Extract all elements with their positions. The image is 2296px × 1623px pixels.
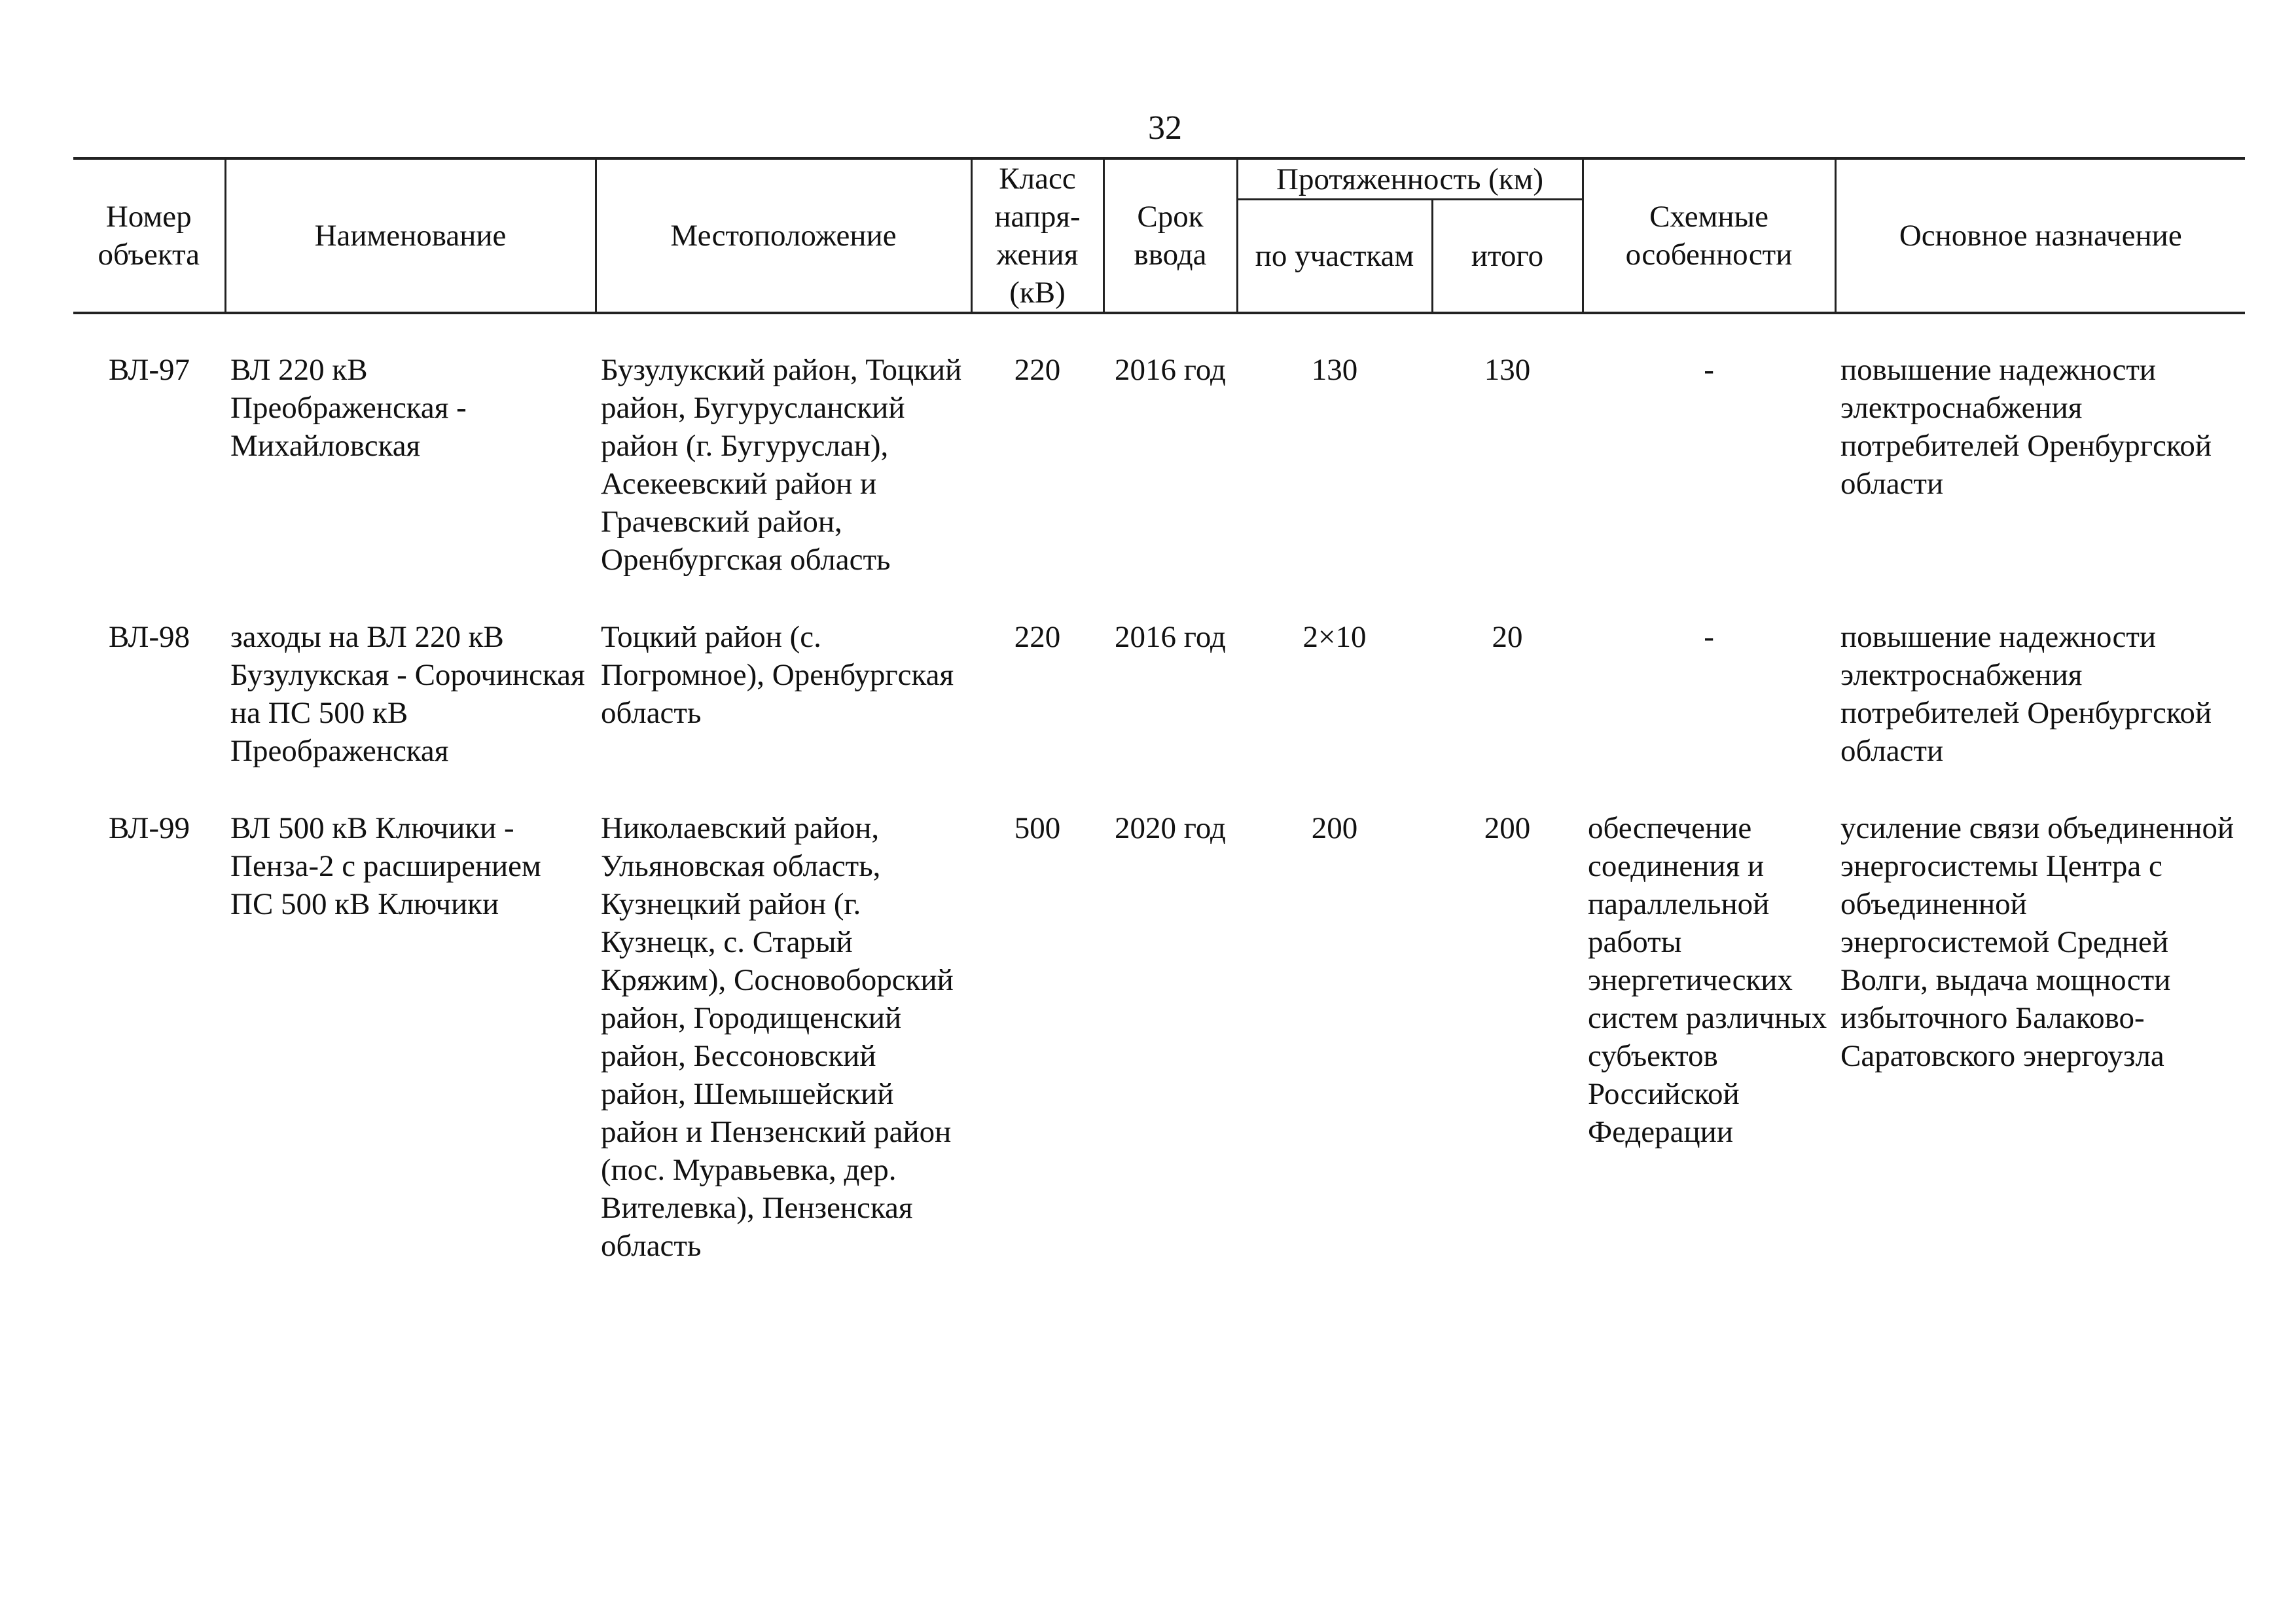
- row-name: ВЛ 220 кВ Преображенская - Михайловская: [230, 353, 467, 463]
- table-body: [73, 313, 2245, 1304]
- header-length-by-section: по участкам: [1237, 200, 1432, 313]
- row-term: 2016 год: [1115, 353, 1226, 387]
- row-length-total: 200: [1484, 811, 1531, 845]
- row-number: ВЛ-97: [108, 353, 190, 387]
- row-name: заходы на ВЛ 220 кВ Бузулукская - Сорочинская на ПС 500 кВ Преображенская: [230, 620, 585, 768]
- header-voltage: Класс напря-жения (кВ): [971, 158, 1103, 313]
- row-term: 2020 год: [1115, 811, 1226, 845]
- row-voltage: 220: [1014, 353, 1061, 387]
- header-name: Наименование: [225, 158, 596, 313]
- header-schematic: Схемные особенности: [1583, 158, 1835, 313]
- row-length-total: 130: [1484, 353, 1531, 387]
- table-row: [73, 618, 2245, 809]
- row-schematic: -: [1704, 353, 1714, 387]
- row-voltage: 220: [1014, 620, 1061, 654]
- row-length-by-section: 130: [1311, 353, 1358, 387]
- header-location: Местоположение: [596, 158, 971, 313]
- header-length-total: итого: [1432, 200, 1583, 313]
- table-row: [73, 809, 2245, 1304]
- row-purpose: повышение надежности электроснабжения потребителей Оренбургской области: [1840, 620, 2212, 768]
- row-number: ВЛ-98: [108, 620, 190, 654]
- row-length-by-section: 2×10: [1302, 620, 1367, 654]
- header-purpose: Основное назначение: [1835, 158, 2245, 313]
- row-purpose: усиление связи объединенной энергосистемы Центра с объединенной энергосистемой Средней Волги, выдача мощности избыточного Балаково-Саратовского энергоузла: [1840, 811, 2234, 1073]
- row-term: 2016 год: [1115, 620, 1226, 654]
- row-name: ВЛ 500 кВ Ключики - Пенза-2 с расширением ПС 500 кВ Ключики: [230, 811, 541, 921]
- row-voltage: 500: [1014, 811, 1061, 845]
- row-location: Тоцкий район (с. Погромное), Оренбургская область: [601, 620, 954, 730]
- header-term: Срок ввода: [1103, 158, 1237, 313]
- row-length-by-section: 200: [1311, 811, 1358, 845]
- row-length-total: 20: [1492, 620, 1523, 654]
- header-length-group: Протяженность (км): [1237, 158, 1583, 200]
- row-location: Бузулукский район, Тоцкий район, Бугурусланский район (г. Бугуруслан), Асекеевский район и Грачевский район, Оренбургская область: [601, 353, 962, 577]
- table-header: [73, 158, 2245, 313]
- table-row: [73, 351, 2245, 618]
- row-number: ВЛ-99: [108, 811, 190, 845]
- row-schematic: -: [1704, 620, 1714, 654]
- row-location: Николаевский район, Ульяновская область, Кузнецкий район (г. Кузнецк, с. Старый Кряжим), Сосновоборский район, Городищенский район, Бессоновский район, Шемышейский район и Пензенский район (пос. Муравьевка, дер. Вителевка), Пензенская область: [601, 811, 954, 1263]
- header-number: Номер объекта: [73, 158, 225, 313]
- row-purpose: повышение надежности электроснабжения потребителей Оренбургской области: [1840, 353, 2212, 501]
- objects-table: [73, 157, 2245, 1304]
- page-number: 32: [1148, 109, 1182, 147]
- row-schematic: обеспечение соединения и параллельной работы энергетических систем различных субъектов Российской Федерации: [1588, 811, 1827, 1149]
